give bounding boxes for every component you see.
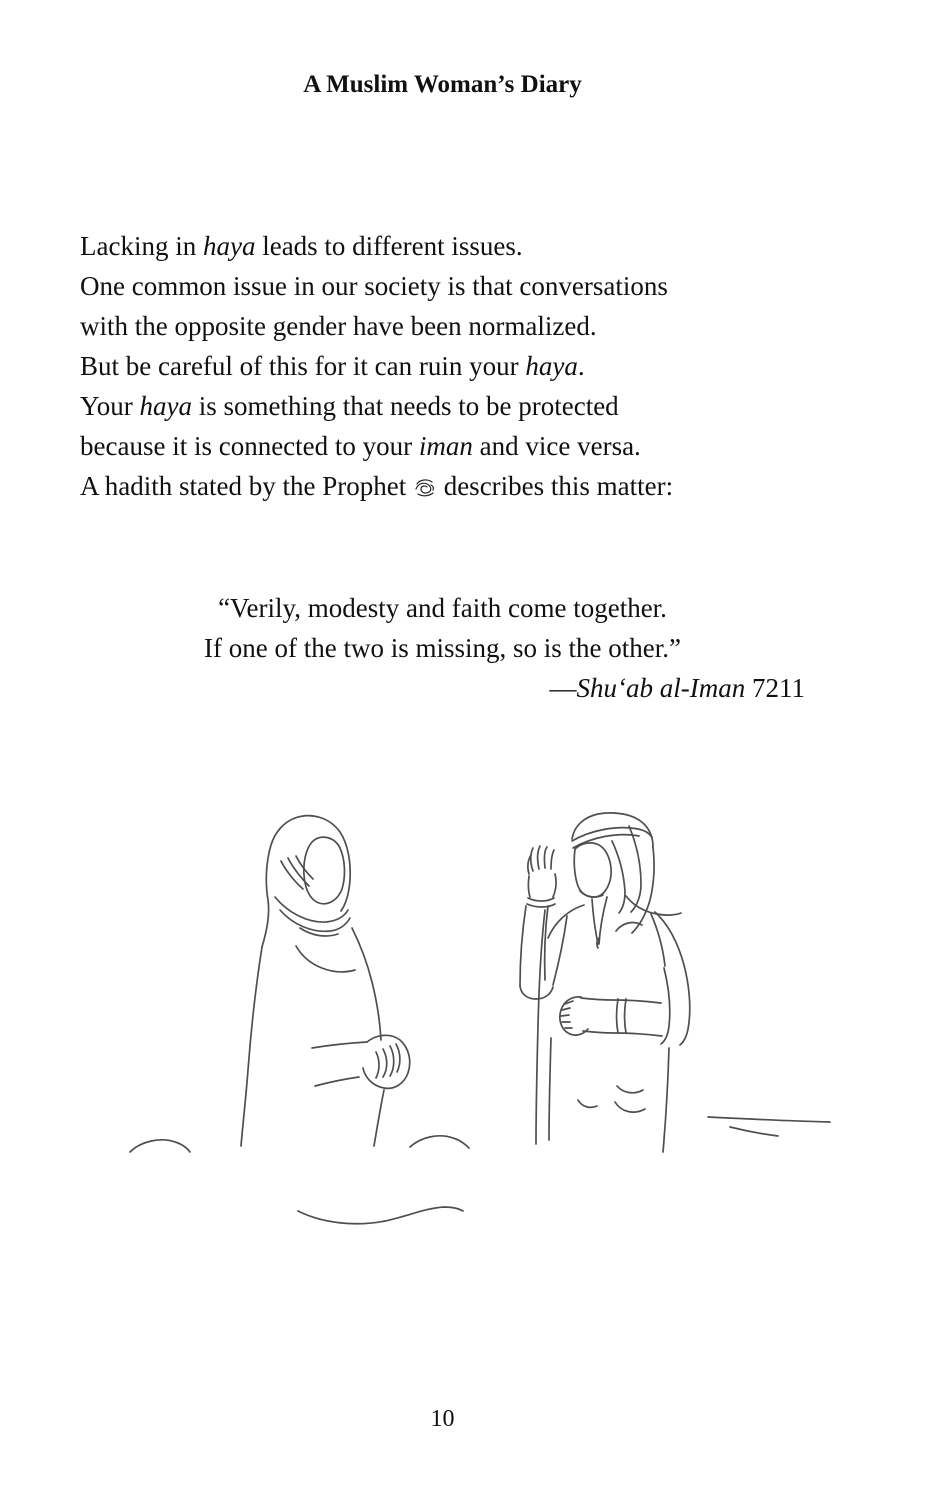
text-run: and vice versa. [472,431,641,461]
text-run: — [549,673,577,703]
text-run: . [577,351,585,381]
page-number: 10 [430,1406,455,1432]
text-run: Lacking in [80,231,203,261]
text-run: with the opposite gender have been normalized. [80,311,597,341]
quote-line-2: If one of the two is missing, so is the other.” [204,633,681,663]
text-run: 7211 [745,673,805,703]
text-run: A hadith stated by the Prophet [80,471,413,501]
text-run: describes this matter: [436,471,674,501]
text-run: One common issue in our society is that conversations [80,271,668,301]
text-run: But be careful of this for it can ruin your [80,351,526,381]
italic-term: haya [202,231,256,261]
text-run: because it is connected to your [80,431,419,461]
woman-in-hijab-drawing [241,816,410,1146]
text-run: leads to different issues. [255,231,523,261]
italic-term: haya [525,351,578,381]
quote-line-1: “Verily, modesty and faith come together. [218,593,667,623]
text-run: is something that needs to be protected [192,391,619,421]
italic-term: iman [418,431,473,461]
running-header-title: A Muslim Woman’s Diary [303,71,582,98]
man-waving-drawing [520,813,690,1152]
italic-term: haya [139,391,193,421]
text-run: Your [80,391,140,421]
italic-term: Shu‘ab al-Iman [576,673,746,703]
ground-lines-drawing [130,1117,830,1224]
